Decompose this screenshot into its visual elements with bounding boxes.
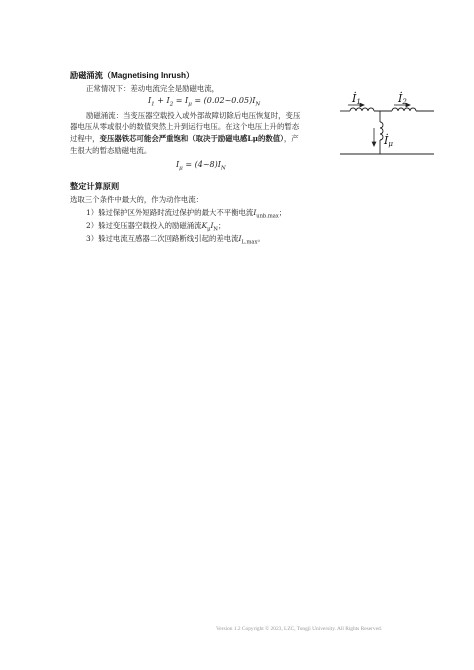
section-title-setting: 整定计算原则: [70, 182, 120, 191]
inrush-bold-saturation: 变压器铁芯可能会严重饱和（取决于励磁电感Lμ的数值）: [99, 134, 284, 143]
transformer-equivalent-circuit: [334, 88, 444, 160]
equation-normal: $I_1 + I_2 = I_\mu$ = $(0.02\sim 0.05)I_N$: [148, 96, 261, 108]
rule-item: 2）躲过变压器空载投入的励磁涌流$K_\mu I_N$；: [86, 221, 226, 233]
setting-intro: 选取三个条件中最大的，作为动作电流：: [70, 195, 204, 204]
section-title-inrush: 励磁涌流（Magnetising Inrush）: [70, 71, 195, 80]
rule-item: 1）躲过保护区外短路时流过保护的最大不平衡电流$I_{unb.max}$；: [86, 208, 287, 220]
equation-inrush: $I_\mu$ = $(4\sim 8)I_N$: [176, 160, 226, 172]
inrush-paragraph-line1: 励磁涌流：当变压器空载投入或外部故障切除后电压恢复时，变压: [86, 111, 301, 120]
label-i2: İ2: [398, 92, 407, 106]
normal-condition-text: 正常情况下：差动电流完全是励磁电流，: [86, 84, 220, 93]
inrush-pre: 过程中，: [70, 134, 100, 143]
copyright-footer: Version 1.2 Copyright © 2023, LZC, Tongji University. All Rights Reserved.: [216, 626, 383, 632]
inrush-paragraph-line3: [70, 134, 299, 144]
label-i1: İ1: [352, 92, 361, 106]
inrush-paragraph-line4: 生很大的暂态励磁电流。: [70, 146, 152, 155]
rule-item: 3）躲过电流互感器二次回路断线引起的差电流$I_{L.max}$。: [86, 234, 265, 246]
inrush-post: ，产: [283, 134, 299, 143]
inrush-paragraph-line2: 器电压从零或很小的数值突然上升到运行电压。在这个电压上升的暂态: [70, 122, 300, 131]
label-imu: İμ: [384, 134, 393, 148]
